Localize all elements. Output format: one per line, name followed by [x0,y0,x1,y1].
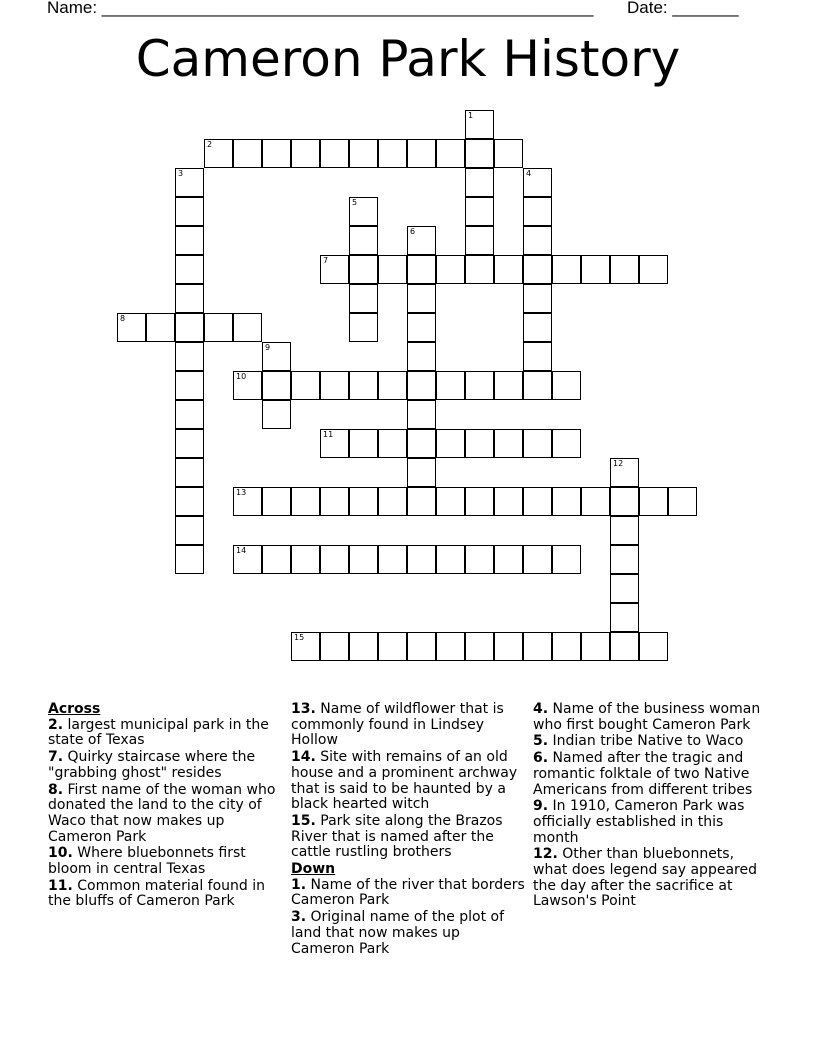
crossword-cell[interactable] [378,487,407,516]
cell-number: 5 [352,198,358,207]
crossword-cell[interactable] [552,429,581,458]
clue-across-13: 13. Name of wildflower that is commonly found in Lindsey Hollow [291,701,504,749]
down-heading: Down [291,861,336,878]
crossword-cell[interactable] [349,197,378,226]
clue-down-12: 12. Other than bluebonnets, what does legend say appeared the day after the sacrifice at Lawson's Point [533,846,757,910]
crossword-cell[interactable] [465,110,494,139]
crossword-cell[interactable] [349,487,378,516]
crossword-cell[interactable] [436,371,465,400]
crossword-cell[interactable] [204,139,233,168]
crossword-cell[interactable] [494,139,523,168]
crossword-cell[interactable] [465,255,494,284]
crossword-cell[interactable] [523,487,552,516]
crossword-cell[interactable] [523,255,552,284]
crossword-cell[interactable] [378,632,407,661]
crossword-cell[interactable] [610,574,639,603]
cell-number: 8 [120,314,126,323]
crossword-cell[interactable] [262,139,291,168]
crossword-cell[interactable] [378,255,407,284]
crossword-cell[interactable] [262,400,291,429]
crossword-cell[interactable] [668,487,697,516]
clue-column-2 [291,702,526,958]
crossword-cell[interactable] [320,487,349,516]
name-field: Name: ____________________________________________________ [47,0,594,17]
crossword-cell[interactable] [407,226,436,255]
page-title: Cameron Park History [135,30,681,88]
crossword-cell[interactable] [262,342,291,371]
crossword-cell[interactable] [175,545,204,574]
crossword-cell[interactable] [407,255,436,284]
cell-number: 1 [468,111,474,120]
crossword-cell[interactable] [175,284,204,313]
crossword-cell[interactable] [291,487,320,516]
clue-across-14: 14. Site with remains of an old house and a prominent archway that is said to be haunted by a black hearted witch [291,749,518,813]
crossword-cell[interactable] [378,139,407,168]
crossword-cell[interactable] [175,400,204,429]
crossword-cell[interactable] [581,255,610,284]
crossword-cell[interactable] [320,545,349,574]
crossword-cell[interactable] [175,458,204,487]
crossword-cell[interactable] [175,516,204,545]
crossword-cell[interactable] [552,545,581,574]
clue-across-11: 11. Common material found in the bluffs of Cameron Park [48,877,265,910]
cell-number: 10 [236,372,247,381]
crossword-cell[interactable] [407,313,436,342]
crossword-cell[interactable] [494,371,523,400]
clue-down-9: 9. In 1910, Cameron Park was officially established in this month [533,798,745,846]
crossword-cell[interactable] [349,255,378,284]
clue-across-10: 10. Where bluebonnets first bloom in central Texas [48,845,246,878]
crossword-cell[interactable] [262,371,291,400]
crossword-cell[interactable] [610,603,639,632]
crossword-cell[interactable] [349,632,378,661]
crossword-cell[interactable] [349,371,378,400]
crossword-cell[interactable] [465,429,494,458]
crossword-cell[interactable] [494,487,523,516]
crossword-cell[interactable] [552,371,581,400]
crossword-cell[interactable] [523,545,552,574]
crossword-cell[interactable] [523,632,552,661]
clue-column-1 [48,702,283,911]
crossword-cell[interactable] [175,255,204,284]
crossword-cell[interactable] [552,487,581,516]
crossword-cell[interactable] [378,429,407,458]
crossword-cell[interactable] [523,197,552,226]
cell-number: 15 [294,633,305,642]
crossword-cell[interactable] [639,632,668,661]
cell-number: 14 [236,546,247,555]
crossword-cell[interactable] [320,139,349,168]
clue-across-2: 2. largest municipal park in the state of Texas [48,716,269,749]
crossword-cell[interactable] [465,226,494,255]
crossword-cell[interactable] [494,632,523,661]
clue-across-15: 15. Park site along the Brazos River that is named after the cattle rustling brothers [291,812,503,861]
crossword-cell[interactable] [349,139,378,168]
crossword-cell[interactable] [291,632,320,661]
crossword-cell[interactable] [407,545,436,574]
crossword-cell[interactable] [494,545,523,574]
crossword-cell[interactable] [436,255,465,284]
clue-down-4: 4. Name of the business woman who first bought Cameron Park [533,701,761,733]
crossword-cell[interactable] [436,139,465,168]
crossword-cell[interactable] [233,139,262,168]
crossword-cell[interactable] [465,197,494,226]
crossword-cell[interactable] [349,429,378,458]
crossword-cell[interactable] [552,632,581,661]
crossword-cell[interactable] [407,429,436,458]
crossword-cell[interactable] [146,313,175,342]
crossword-cell[interactable] [610,545,639,574]
crossword-cell[interactable] [436,632,465,661]
crossword-cell[interactable] [320,429,349,458]
across-heading: Across [48,701,101,717]
crossword-cell[interactable] [175,226,204,255]
clue-down-1: 1. Name of the river that borders Cameron Park [291,876,525,909]
clue-across-7: 7. Quirky staircase where the "grabbing ghost" resides [48,749,256,781]
crossword-cell[interactable] [262,545,291,574]
clue-down-3: 3. Original name of the plot of land that now makes up Cameron Park [291,909,505,957]
crossword-cell[interactable] [436,487,465,516]
crossword-cell[interactable] [523,371,552,400]
crossword-cell[interactable] [436,429,465,458]
crossword-cell[interactable] [349,226,378,255]
crossword-cell[interactable] [175,487,204,516]
crossword-cell[interactable] [523,226,552,255]
crossword-cell[interactable] [117,313,146,342]
crossword-cell[interactable] [465,168,494,197]
crossword-cell[interactable] [407,400,436,429]
crossword-cell[interactable] [175,313,204,342]
crossword-cell[interactable] [436,545,465,574]
crossword-cell[interactable] [320,255,349,284]
crossword-cell[interactable] [610,632,639,661]
crossword-cell[interactable] [523,342,552,371]
crossword-cell[interactable] [175,371,204,400]
crossword-cell[interactable] [639,487,668,516]
crossword-cell[interactable] [291,545,320,574]
crossword-cell[interactable] [610,255,639,284]
cell-number: 13 [236,488,247,497]
crossword-cell[interactable] [349,313,378,342]
clue-down-5: 5. Indian tribe Native to Waco [533,733,744,750]
crossword-cell[interactable] [349,284,378,313]
crossword-cell[interactable] [465,487,494,516]
crossword-cell[interactable] [639,255,668,284]
crossword-cell[interactable] [523,284,552,313]
crossword-cell[interactable] [233,371,262,400]
crossword-cell[interactable] [407,458,436,487]
crossword-cell[interactable] [233,545,262,574]
crossword-cell[interactable] [465,371,494,400]
crossword-cell[interactable] [175,342,204,371]
crossword-cell[interactable] [610,516,639,545]
cell-number: 3 [178,169,184,178]
crossword-cell[interactable] [552,255,581,284]
clue-down-6: 6. Named after the tragic and romantic folktale of two Native Americans from different tribes [533,750,753,798]
crossword-cell[interactable] [610,487,639,516]
clue-column-3 [533,702,768,911]
crossword-cell[interactable] [262,487,291,516]
cell-number: 11 [323,430,334,439]
cell-number: 12 [613,459,624,468]
cell-number: 2 [207,140,213,149]
crossword-cell[interactable] [407,139,436,168]
crossword-cell[interactable] [407,487,436,516]
crossword-cell[interactable] [610,458,639,487]
crossword-cell[interactable] [175,429,204,458]
crossword-cell[interactable] [581,487,610,516]
crossword-cell[interactable] [465,545,494,574]
crossword-cell[interactable] [320,632,349,661]
crossword-cell[interactable] [233,313,262,342]
crossword-cell[interactable] [523,313,552,342]
cell-number: 4 [526,169,532,178]
cell-number: 9 [265,343,271,352]
crossword-cell[interactable] [233,487,262,516]
crossword-cell[interactable] [523,168,552,197]
crossword-cell[interactable] [494,255,523,284]
crossword-cell[interactable] [523,429,552,458]
crossword-cell[interactable] [291,139,320,168]
crossword-cell[interactable] [349,545,378,574]
crossword-cell[interactable] [175,168,204,197]
clue-across-8: 8. First name of the woman who donated the land to the city of Waco that now makes up Cameron Park [48,781,276,845]
crossword-cell[interactable] [378,371,407,400]
crossword-cell[interactable] [291,371,320,400]
crossword-cell[interactable] [407,284,436,313]
crossword-cell[interactable] [378,545,407,574]
crossword-cell[interactable] [407,632,436,661]
crossword-cell[interactable] [175,197,204,226]
crossword-cell[interactable] [581,632,610,661]
crossword-cell[interactable] [494,429,523,458]
date-field: Date: _______ [627,0,739,17]
crossword-cell[interactable] [320,371,349,400]
crossword-cell[interactable] [407,371,436,400]
cell-number: 7 [323,256,329,265]
crossword-cell[interactable] [465,139,494,168]
cell-number: 6 [410,227,416,236]
crossword-cell[interactable] [465,632,494,661]
crossword-cell[interactable] [407,342,436,371]
crossword-cell[interactable] [204,313,233,342]
